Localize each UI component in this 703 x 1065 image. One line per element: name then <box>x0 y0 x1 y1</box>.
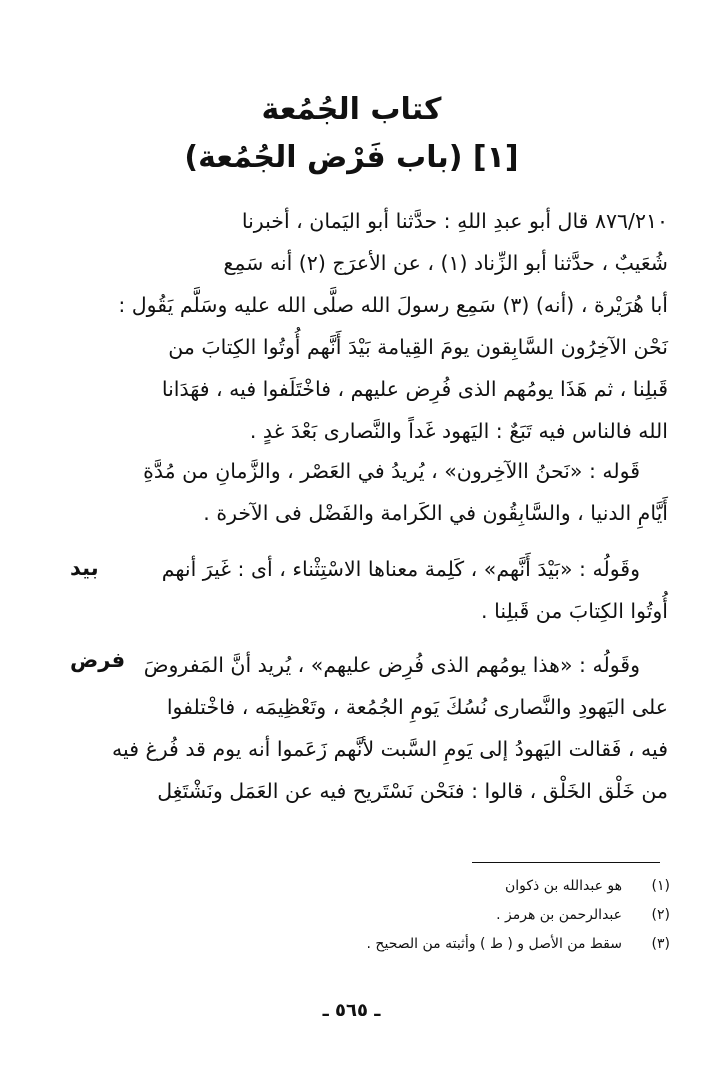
commentary-line: وقَولُه : «بَيْدَ أَنَّهم» ، كَلِمة معناها الاسْتِثْناء ، أى : غَيرَ أنهم <box>161 557 640 581</box>
commentary-line: على اليَهودِ والنَّصارى نُسُكَ يَومِ الجُمُعة ، وتَعْظِيمَه ، فاخْتلفوا <box>166 695 668 719</box>
hadith-line: ٨٧٦/٢١٠ قال أبو عبدِ اللهِ : حدَّثنا أبو اليَمان ، أخبرنا <box>241 209 668 233</box>
footnote-number: (١) <box>651 878 670 894</box>
hadith-line: قَبلِنا ، ثم هَذَا يومُهم الذى فُرِض عليهم ، فاخْتَلَفوا فيه ، فهَدَانا <box>161 377 668 401</box>
commentary-paragraph <box>132 548 668 632</box>
footnote-divider <box>472 862 660 863</box>
hadith-line: شُعَيبٌ ، حدَّثنا أبو الزِّناد (١) ، عن الأعرَج (٢) أنه سَمِع <box>223 251 668 275</box>
footnote <box>290 872 670 901</box>
commentary-paragraph <box>132 450 668 534</box>
footnote-text: هو عبدالله بن ذكوان <box>504 878 622 894</box>
commentary-line: وقَولُه : «هذا يومُهم الذى فُرِض عليهم» ، يُريد أنَّ المَفروضَ <box>143 653 640 677</box>
book-title: كتاب الجُمُعة <box>261 92 442 127</box>
hadith-text <box>118 200 668 452</box>
margin-keyword: فرض <box>70 648 126 672</box>
footnotes <box>290 872 670 959</box>
commentary-line: فيه ، فَقالت اليَهودُ إلى يَومِ السَّبت لأنَّهم زَعَموا أنه يوم قد فُرغ فيه <box>112 737 668 761</box>
footnote-number: (٣) <box>651 936 670 952</box>
footnote <box>290 930 670 959</box>
commentary-paragraph <box>112 644 668 812</box>
margin-keyword: بيد <box>70 556 99 580</box>
commentary-line: أَيَّامِ الدنيا ، والسَّابِقُون في الكَرامة والفَضْل فى الآخرة . <box>203 501 668 525</box>
footnote-text: عبدالرحمن بن هرمز . <box>496 907 622 923</box>
commentary-line: أُوتُوا الكِتابَ من قَبلِنا . <box>481 599 668 623</box>
footnote <box>290 901 670 930</box>
hadith-line: أبا هُرَيْرة ، (أنه) (٣) سَمِع رسولَ الله صلَّى الله عليه وسَلَّم يَقُول : <box>118 293 668 317</box>
footnote-text: سقط من الأصل و ( ط ) وأثبته من الصحيح . <box>366 936 622 952</box>
chapter-title: [١] (باب فَرْض الجُمُعة) <box>184 140 519 175</box>
commentary-line: قَوله : «نَحنُ االآخِرون» ، يُريدُ في العَصْر ، والزَّمانِ من مُدَّةِ <box>143 459 640 483</box>
commentary-line: من خَلْق الخَلْق ، قالوا : فنَحْن نَسْتَريح فيه عن العَمَل ونَشْتَغِل <box>157 779 668 803</box>
hadith-line: الله فالناس فيه تَبَعٌ : اليَهود غَداً والنَّصارى بَعْدَ غدٍ . <box>249 419 668 443</box>
hadith-line: نَحْن الآخِرُون السَّابِقون يومَ القِيامة بَيْدَ أَنَّهم أُوتُوا الكِتابَ من <box>168 335 668 359</box>
page-number: ـ ٥٦٥ ـ <box>322 1000 381 1021</box>
footnote-number: (٢) <box>651 907 670 923</box>
